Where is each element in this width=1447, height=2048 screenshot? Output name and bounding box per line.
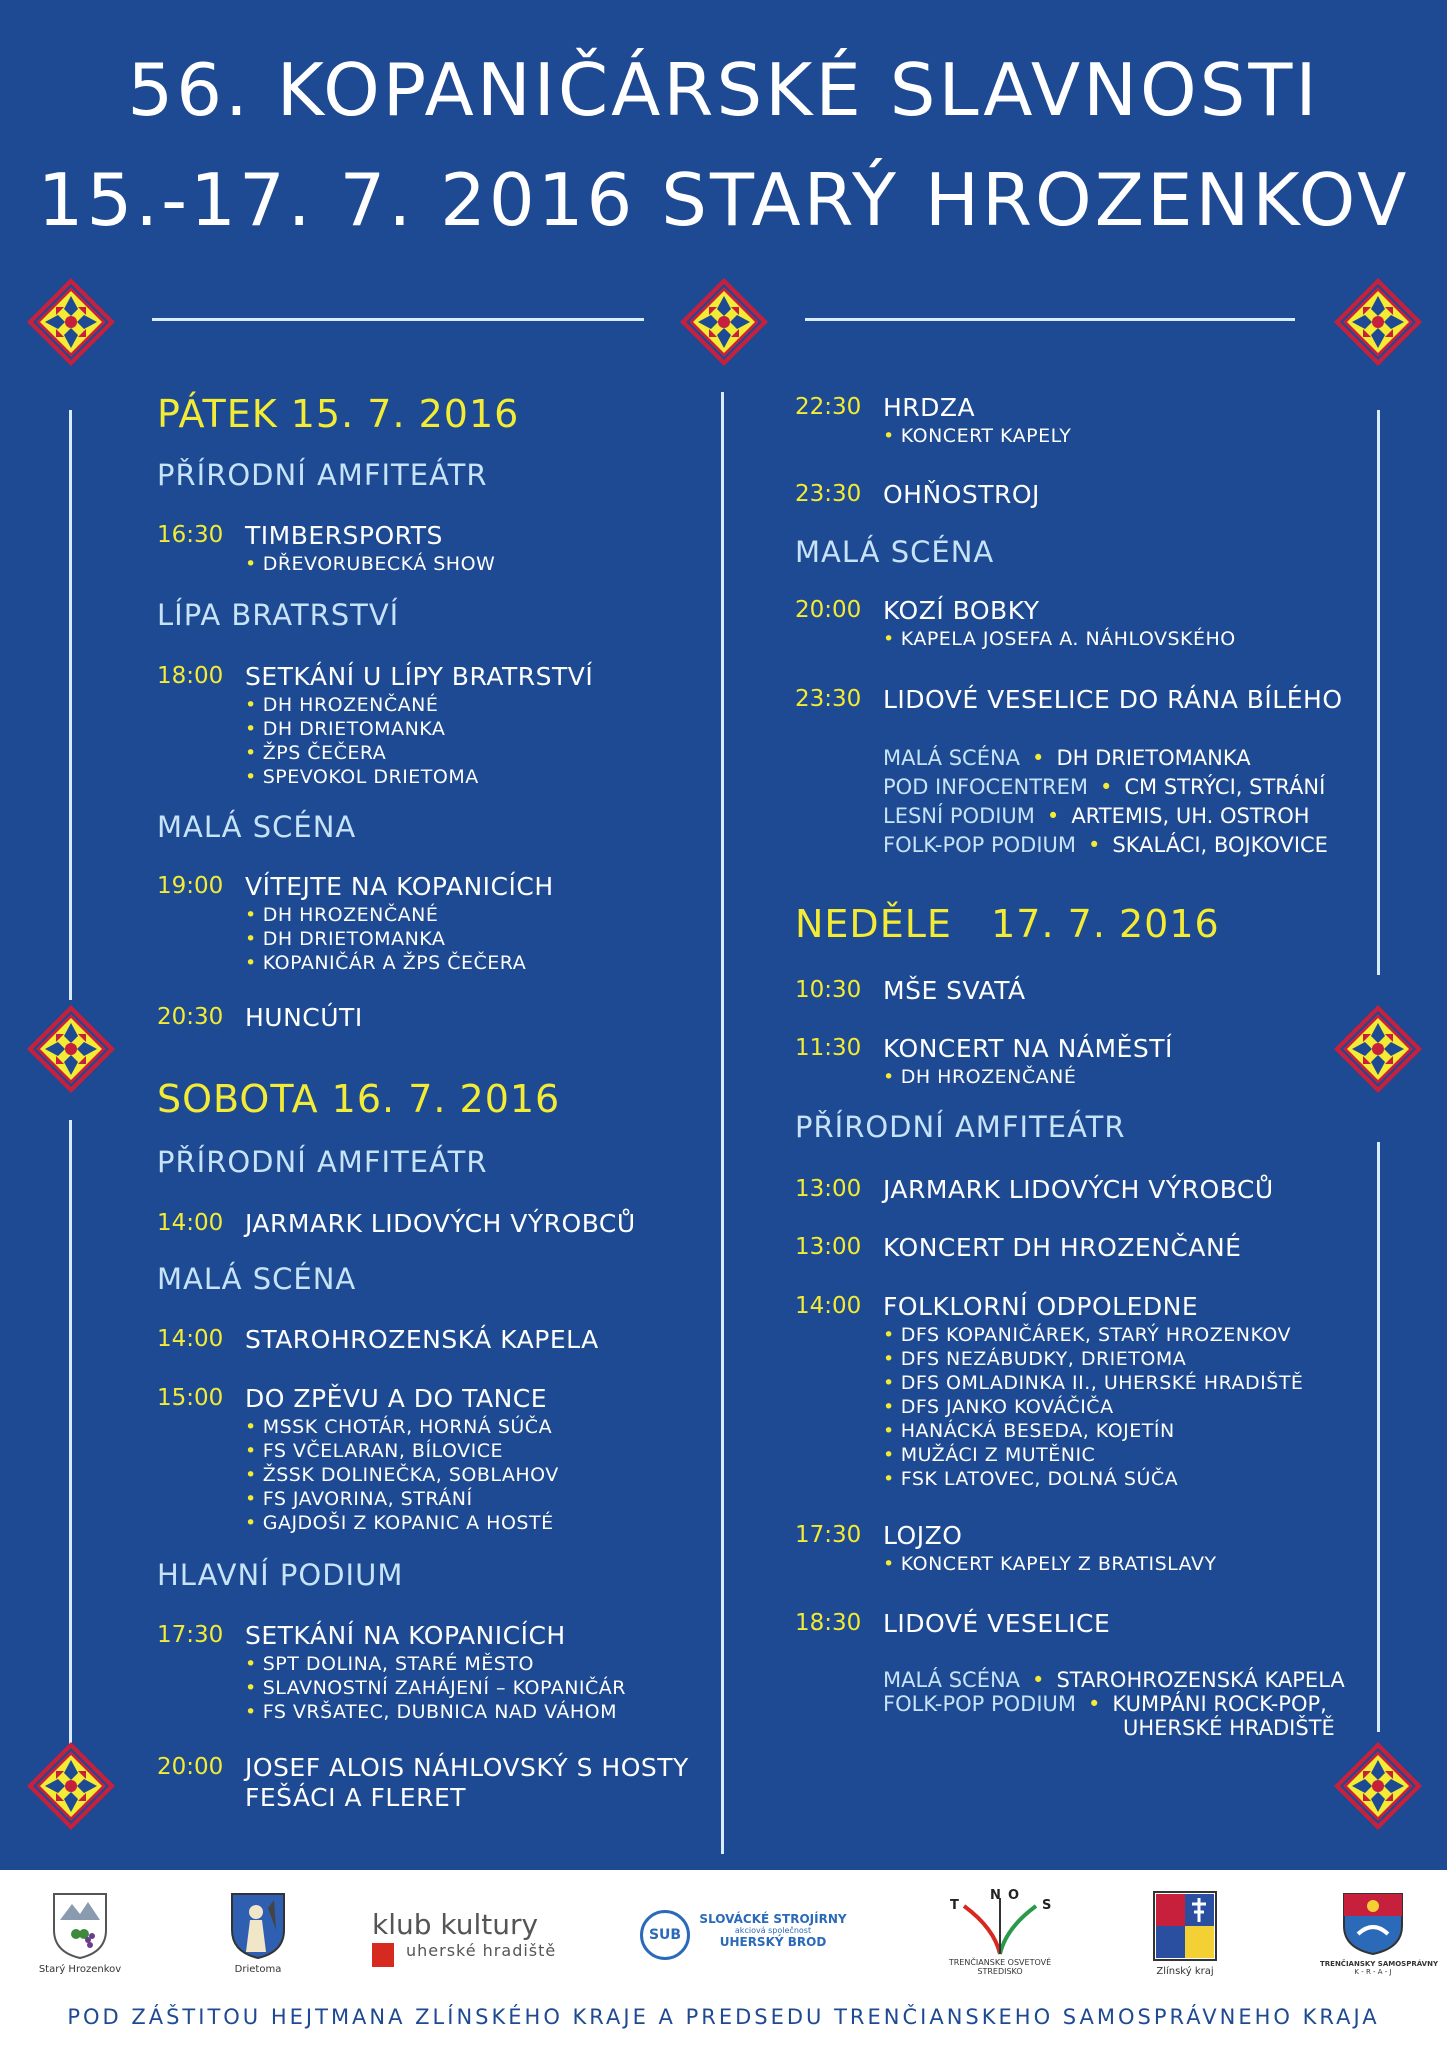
event-name: KONCERT NA NÁMĚSTÍ [883,1034,1173,1063]
performer: • KAPELA JOSEFA A. NÁHLOVSKÉHO [883,627,1236,651]
event-name: MŠE SVATÁ [883,976,1026,1005]
event-name: SETKÁNÍ U LÍPY BRATRSTVÍ [245,662,594,691]
column-line [1377,410,1380,975]
day-heading-saturday: SOBOTA 16. 7. 2016 [157,1077,561,1121]
late-night-item: MALÁ SCÉNA • DH DRIETOMANKA [883,746,1251,770]
event-time: 14:00 [795,1293,862,1319]
logo-wordmark: klub kultury [372,1908,539,1941]
event-name: STAROHROZENSKÁ KAPELA [245,1325,599,1354]
event-time: 18:00 [157,663,224,689]
event-time: 17:30 [157,1622,224,1648]
logo-caption: Zlínský kraj [1156,1966,1214,1977]
folk-ornament-icon [25,1003,117,1095]
logo-caption: TRENČIANSKY SAMOSPRÁVNY [1320,1960,1439,1968]
logo-letter: T [950,1898,959,1913]
event-name: HRDZA [883,393,976,422]
day-heading-sunday: NEDĚLE 17. 7. 2016 [795,902,1220,946]
logo-caption: K - R - A - J [1354,1968,1392,1976]
performer: • DFS NEZÁBUDKY, DRIETOMA [883,1347,1303,1371]
folk-ornament-icon [25,276,117,368]
performer: • HANÁCKÁ BESEDA, KOJETÍN [883,1419,1303,1443]
column-line [69,1120,72,1745]
folk-ornament-icon [1332,1003,1424,1095]
performer: • SPT DOLINA, STARÉ MĚSTO [245,1652,626,1676]
logo-zlinsky-kraj [1140,1890,1230,1977]
event-time: 14:00 [157,1210,224,1236]
event-time: 18:30 [795,1610,862,1636]
event-name: KONCERT DH HROZENČANÉ [883,1233,1242,1262]
late-night-item: UHERSKÉ HRADIŠTĚ [1123,1716,1335,1740]
event-name: OHŇOSTROJ [883,480,1040,509]
venue-heading: MALÁ SCÉNA [157,810,357,844]
logo-subtext: UHERSKÝ BROD [719,1935,827,1949]
coat-of-arms-icon [228,1890,288,1960]
venue-heading: PŘÍRODNÍ AMFITEÁTR [157,1145,488,1179]
performer: • ŽSSK DOLINEČKA, SOBLAHOV [245,1463,559,1487]
logo-letter: S [1042,1898,1052,1913]
late-night-item: POD INFOCENTREM • CM STRÝCI, STRÁNÍ [883,775,1326,799]
logo-caption: Starý Hrozenkov [38,1964,122,1975]
column-line [721,392,724,1854]
late-night-item: LESNÍ PODIUM • ARTEMIS, UH. OSTROH [883,804,1310,828]
late-night-item: FOLK-POP PODIUM • SKALÁCI, BOJKOVICE [883,833,1328,857]
performer: • KOPANIČÁR A ŽPS ČEČERA [245,951,526,975]
event-name: LIDOVÉ VESELICE [883,1609,1111,1638]
late-night-list [883,744,1328,860]
performer: • FS VRŠATEC, DUBNICA NAD VÁHOM [245,1700,626,1724]
performer: • DH HROZENČANÉ [245,693,479,717]
day-heading-friday: PÁTEK 15. 7. 2016 [157,392,520,436]
performer: • DH DRIETOMANKA [245,927,526,951]
performer: • DFS KOPANIČÁREK, STARÝ HROZENKOV [883,1323,1303,1347]
venue-heading: LÍPA BRATRSTVÍ [157,598,400,632]
divider-line [805,318,1295,321]
performer: • SPEVOKOL DRIETOMA [245,765,479,789]
divider-line [152,318,644,321]
late-night-item: MALÁ SCÉNA • STAROHROZENSKÁ KAPELA [883,1668,1345,1692]
sub-badge-icon: SUB [640,1910,690,1960]
event-name: KOZÍ BOBKY [883,596,1040,625]
late-night-list [883,1668,1345,1740]
performer: • MUŽÁCI Z MUTĚNIC [883,1443,1303,1467]
logo-subtext: akciová společnost [734,1926,812,1935]
venue-heading: PŘÍRODNÍ AMFITEÁTR [157,458,488,492]
event-time: 15:00 [157,1385,224,1411]
event-time: 20:00 [157,1754,224,1780]
venue-heading: MALÁ SCÉNA [157,1262,357,1296]
coat-of-arms-icon [1340,1890,1406,1956]
logo-wordmark: SLOVÁCKÉ STROJÍRNY [699,1912,847,1926]
event-name: JARMARK LIDOVÝCH VÝROBCŮ [883,1175,1274,1204]
logo-trencianske-osvetove [944,1888,1056,1976]
event-time: 14:00 [157,1326,224,1352]
performer: • ŽPS ČEČERA [245,741,479,765]
venue-heading: PŘÍRODNÍ AMFITEÁTR [795,1110,1126,1144]
logo-letter: N [990,1888,1001,1903]
column-line [69,410,72,1000]
event-time: 22:30 [795,394,862,420]
performer: • DŘEVORUBECKÁ SHOW [245,552,495,576]
performer: • GAJDOŠI Z KOPANIC A HOSTÉ [245,1511,559,1535]
event-time: 17:30 [795,1522,862,1548]
late-night-item: FOLK-POP PODIUM • KUMPÁNI ROCK-POP, [883,1692,1327,1716]
performer: • DFS JANKO KOVÁČIČA [883,1395,1303,1419]
logo-stary-hrozenkov [30,1890,130,1975]
performer: • DH HROZENČANÉ [245,903,526,927]
folk-ornament-icon [1332,1740,1424,1832]
performer: • DFS OMLADINKA II., UHERSKÉ HRADIŠTĚ [883,1371,1303,1395]
event-name: LIDOVÉ VESELICE DO RÁNA BÍLÉHO [883,685,1343,714]
performer: • MSSK CHOTÁR, HORNÁ SÚČA [245,1415,559,1439]
poster-title: 56. KOPANIČÁRSKÉ SLAVNOSTI [127,48,1320,132]
performer: • KONCERT KAPELY [883,424,1071,448]
event-time: 16:30 [157,522,224,548]
event-time: 10:30 [795,977,862,1003]
performer: • DH DRIETOMANKA [245,717,479,741]
event-name: DO ZPĚVU A DO TANCE [245,1384,548,1413]
event-time: 20:00 [795,597,862,623]
folk-ornament-icon [25,1740,117,1832]
event-time: 20:30 [157,1004,224,1030]
event-name: JOSEF ALOIS NÁHLOVSKÝ S HOSTY [245,1753,689,1782]
performer: • FSK LATOVEC, DOLNÁ SÚČA [883,1467,1303,1491]
event-name: VÍTEJTE NA KOPANICÍCH [245,872,554,901]
logo-caption: TRENČIANSKE OSVETOVÉ STREDISKO [948,1958,1052,1976]
logo-subtext: uherské hradiště [406,1941,557,1960]
folk-ornament-icon [678,276,770,368]
event-name: TIMBERSPORTS [245,521,443,550]
performer: • KONCERT KAPELY Z BRATISLAVY [883,1552,1217,1576]
logo-trenciansky-kraj [1320,1890,1439,1976]
event-name: SETKÁNÍ NA KOPANICÍCH [245,1621,566,1650]
event-time: 13:00 [795,1176,862,1202]
event-time: 11:30 [795,1035,862,1061]
event-name: HUNCÚTI [245,1003,363,1032]
performer: • SLAVNOSTNÍ ZAHÁJENÍ – KOPANIČÁR [245,1676,626,1700]
logo-drietoma [208,1890,308,1975]
poster-subtitle: 15.-17. 7. 2016 STARÝ HROZENKOV [37,158,1410,242]
event-time: 23:30 [795,686,862,712]
venue-heading: MALÁ SCÉNA [795,535,995,569]
patronage-footer: POD ZÁŠTITOU HEJTMANA ZLÍNSKÉHO KRAJE A PREDSEDU TRENČIANSKEHO SAMOSPRÁVNEHO KRAJA [67,2005,1380,2029]
coat-of-arms-icon [50,1890,110,1960]
performer: • DH HROZENČANÉ [883,1065,1076,1089]
event-name: JARMARK LIDOVÝCH VÝROBCŮ [245,1209,636,1238]
venue-heading: HLAVNÍ PODIUM [157,1558,404,1592]
column-line [1377,1142,1380,1732]
tos-emblem-icon [944,1888,1056,1958]
logo-caption: Drietoma [234,1964,282,1975]
event-time: 13:00 [795,1234,862,1260]
performer: • FS JAVORINA, STRÁNÍ [245,1487,559,1511]
logo-klub-kultury [372,1908,572,1967]
klub-kultury-mark-icon [372,1943,394,1967]
event-time: 23:30 [795,481,862,507]
folk-ornament-icon [1332,276,1424,368]
coat-of-arms-icon [1152,1890,1218,1962]
event-time: 19:00 [157,873,224,899]
performer: • FS VČELARAN, BÍLOVICE [245,1439,559,1463]
event-name-line2: FEŠÁCI A FLERET [245,1783,467,1812]
event-name: FOLKLORNÍ ODPOLEDNE [883,1292,1199,1321]
logo-letter: O [1008,1888,1020,1903]
event-name: LOJZO [883,1521,963,1550]
